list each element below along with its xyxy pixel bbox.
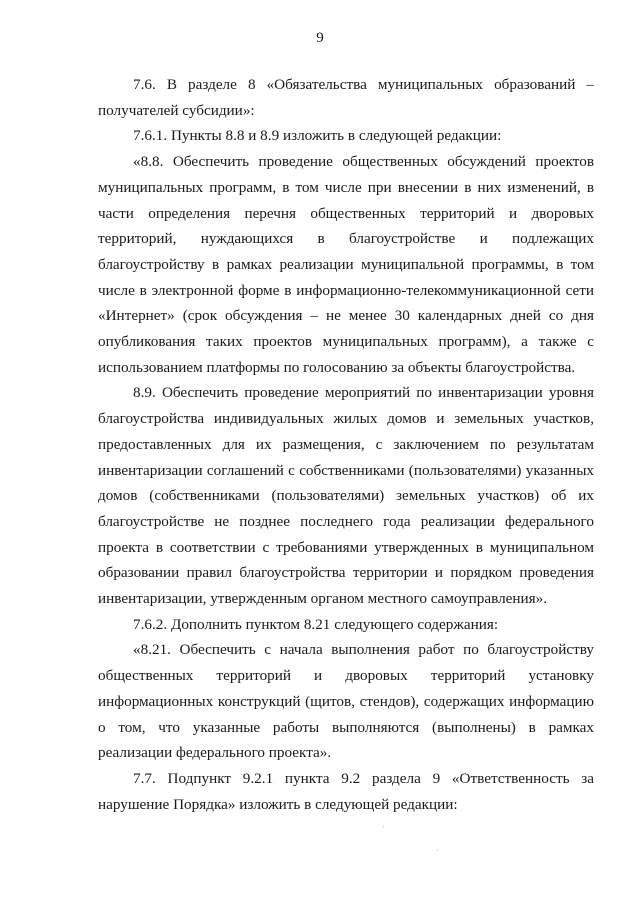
paragraph-8-8: «8.8. Обеспечить проведение общественных обсуждений проектов муниципальных программ, в том числе при внесении в них изменений, в части определения перечня общественных территорий и дворовых территорий, нуждающихся в благоустройстве и подлежащих благоустройству в рамках реализации муниципальной программы, в том числе в электронной форме в информационно-телекоммуникационной сети «Интернет» (срок обсуждения – не менее 30 календарных дней со дня опубликования таких проектов муниципальных программ), а также с использованием платформы по голосованию за объекты благоустройства. bbox=[98, 153, 594, 376]
page-number: 9 bbox=[316, 30, 324, 46]
paragraph-8-9: 8.9. Обеспечить проведение мероприятий по инвентаризации уровня благоустройства индивидуальных жилых домов и земельных участков, предоставленных для их размещения, с заключением по результатам инвентаризации соглашений с собственниками (пользователями) указанных домов (собственниками (пользователями) земельных участков) об их благоустройстве не позднее последнего года реализации федерального проекта в соответствии с требованиями утвержденных в муниципальном образовании правил благоустройства территории и порядком проведения инвентаризации, утвержденным органом местного самоуправления». bbox=[98, 384, 594, 608]
scan-speck bbox=[383, 826, 384, 827]
paragraph-7-6-2: 7.6.2. Дополнить пунктом 8.21 следующего содержания: bbox=[133, 615, 499, 633]
paragraph-7-6-1: 7.6.1. Пункты 8.8 и 8.9 изложить в следующей редакции: bbox=[133, 127, 502, 145]
paragraph-7-7: 7.7. Подпункт 9.2.1 пункта 9.2 раздела 9 «Ответственность за нарушение Порядка» изложить в следующей редакции: bbox=[98, 769, 594, 813]
paragraph-8-21: «8.21. Обеспечить с начала выполнения работ по благоустройству общественных территорий и дворовых территорий установку информационных конструкций (щитов, стендов), содержащих информацию о том, что указанные работы выполняются (выполнены) в рамках реализации федерального проекта». bbox=[98, 641, 594, 762]
scan-speck bbox=[437, 850, 438, 851]
paragraph-7-6: 7.6. В разделе 8 «Обязательства муниципальных образований – получателей субсидии»: bbox=[98, 76, 594, 119]
document-body bbox=[98, 72, 594, 817]
